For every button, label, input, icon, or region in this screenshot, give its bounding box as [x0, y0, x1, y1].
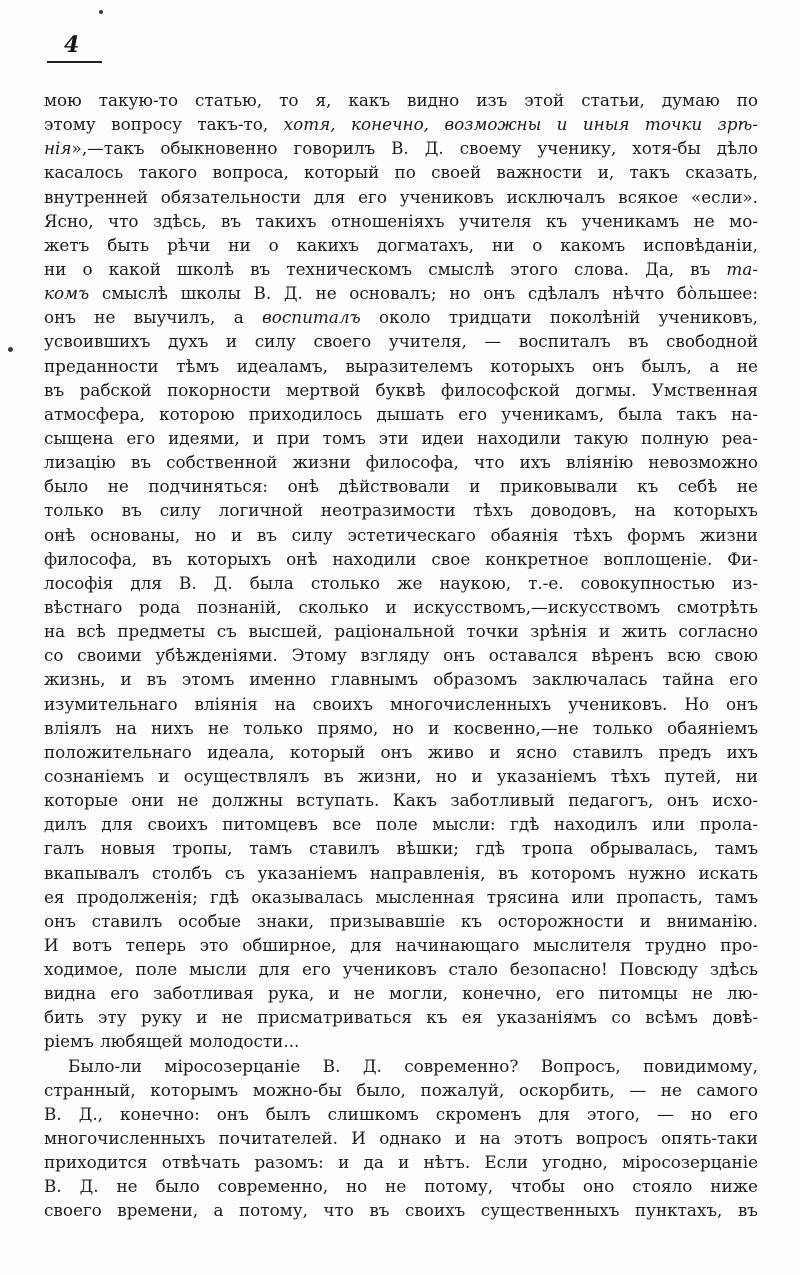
text-line [44, 1054, 758, 1078]
text-run: »,—такъ обыкновенно говорилъ В. Д. своему ученику, хотя-бы дѣло [71, 138, 758, 159]
text-run: онъ ставилъ особые знаки, призывавшіе къ осторожности и вниманію. [44, 910, 758, 931]
text-line [44, 909, 758, 933]
text-line [44, 957, 758, 981]
text-line [44, 378, 758, 402]
text-line [44, 498, 758, 522]
text-run: вѣстнаго рода познаній, сколько и искусствомъ,—искусствомъ смотрѣть [44, 596, 758, 617]
text-run: изумительнаго вліянія на своихъ многочисленныхъ учениковъ. Но онъ [44, 693, 758, 714]
text-line [44, 185, 758, 209]
text-run: И вотъ теперь это обширное, для начинающаго мыслителя трудно про- [44, 934, 758, 955]
text-run: В. Д. не было современно, но не потому, чтобы оно стояло ниже [44, 1176, 758, 1197]
text-run: касалось такого вопроса, который по своей важности и, такъ сказать, [44, 162, 758, 183]
text-run: со своими убѣжденіями. Этому взгляду онъ оставался вѣренъ всю свою [44, 645, 758, 666]
text-line [44, 523, 758, 547]
text-run: В. Д., конечно: онъ былъ слишкомъ скроменъ для этого, — но его [44, 1103, 758, 1124]
text-run: жетъ быть рѣчи ни о какихъ догматахъ, ни о какомъ исповѣданіи, [44, 234, 758, 255]
text-line [44, 764, 758, 788]
text-line [44, 281, 758, 305]
text-run: вкапывалъ столбъ съ указаніемъ направленія, въ которомъ нужно искать [44, 862, 758, 883]
text-line [44, 354, 758, 378]
text-run: онѣ основаны, но и въ силу эстетическаго обаянія тѣхъ формъ жизни [44, 524, 758, 545]
text-line [44, 981, 758, 1005]
text-run: этому вопросу такъ-то, [44, 114, 284, 135]
text-line [44, 305, 758, 329]
text-line [44, 740, 758, 764]
text-run: лософія для В. Д. была столько же наукою, т.-е. совокупностью из- [44, 572, 758, 593]
text-line [44, 402, 758, 426]
text-line [44, 112, 758, 136]
text-run: видна его заботливая рука, и не могли, конечно, его питомцы не лю- [44, 983, 758, 1004]
text-run: только въ силу логичной неотразимости тѣхъ доводовъ, на которыхъ [44, 500, 758, 521]
text-line [44, 474, 758, 498]
text-line [44, 788, 758, 812]
text-run: усвоившихъ духъ и силу своего учителя, — воспиталъ въ свободной [44, 331, 758, 352]
text-line [44, 595, 758, 619]
text-run: положительнаго идеала, который онъ живо и ясно ставилъ предъ ихъ [44, 741, 758, 762]
italic-text-run: воспиталъ [262, 307, 361, 328]
text-run: на всѣ предметы съ высшей, раціональной точки зрѣнія и жить согласно [44, 621, 758, 642]
text-run: сознаніемъ и осуществлялъ въ жизни, но и указаніемъ тѣхъ путей, ни [44, 765, 758, 786]
text-run: ея продолженія; гдѣ оказывалась мысленная трясина или пропасть, тамъ [44, 886, 758, 907]
text-line [44, 692, 758, 716]
page-number-rule [47, 61, 102, 63]
text-line [44, 571, 758, 595]
text-run: около тридцати поколѣній учениковъ, [360, 307, 758, 328]
text-line [44, 88, 758, 112]
text-line [44, 933, 758, 957]
text-run: жизнь, и въ этомъ именно главнымъ образомъ заключалась тайна его [44, 669, 758, 690]
text-run: преданности тѣмъ идеаламъ, выразителемъ которыхъ онъ былъ, а не [44, 355, 758, 376]
text-run: странный, которымъ можно-бы было, пожалуй, оскорбить, — не самого [44, 1079, 758, 1100]
text-run: дилъ для своихъ питомцевъ все поле мысли: гдѣ находилъ или прола- [44, 814, 758, 835]
text-run: Было-ли міросозерцаніе В. Д. современно? Вопросъ, повидимому, [68, 1055, 758, 1076]
text-line [44, 136, 758, 160]
text-run: сыщена его идеями, и при томъ эти идеи находили такую полную реа- [44, 427, 758, 448]
text-run: которые они не должны вступать. Какъ заботливый педагогъ, онъ исхо- [44, 790, 758, 811]
text-line [44, 1150, 758, 1174]
text-line [44, 619, 758, 643]
text-run: ни о какой школѣ въ техническомъ смыслѣ этого слова. Да, въ [44, 258, 727, 279]
text-run: онъ не выучилъ, а [44, 307, 263, 328]
text-line [44, 160, 758, 184]
paragraph [44, 1054, 758, 1223]
text-run: бить эту руку и не присматриваться къ ея указаніямъ со всѣмъ довѣ- [44, 1007, 758, 1028]
text-run: галъ новыя тропы, тамъ ставилъ вѣшки; гдѣ тропа обрывалась, тамъ [44, 838, 758, 859]
text-run: смыслѣ школы В. Д. не основалъ; но онъ сдѣлалъ нѣчто бо̀льшее: [89, 283, 758, 304]
text-line [44, 1102, 758, 1126]
text-line [44, 329, 758, 353]
text-line [44, 836, 758, 860]
ink-speck [8, 347, 13, 352]
text-run: было не подчиняться: онѣ дѣйствовали и приковывали къ себѣ не [44, 476, 758, 497]
text-line [44, 861, 758, 885]
text-line [44, 667, 758, 691]
text-run: ходимое, поле мысли для его учениковъ стало безопасно! Повсюду здѣсь [44, 959, 758, 980]
text-line [44, 1029, 758, 1053]
text-line [44, 257, 758, 281]
text-line [44, 643, 758, 667]
italic-text-run: хотя, конечно, возможны и иныя точки зрѣ- [283, 114, 758, 135]
text-run: многочисленныхъ почитателей. И однако и на этотъ вопросъ опять-таки [44, 1128, 758, 1149]
text-line [44, 209, 758, 233]
text-line [44, 1126, 758, 1150]
text-line [44, 812, 758, 836]
text-run: внутренней обязательности для его учениковъ исключалъ всякое «если». [44, 186, 758, 207]
text-line [44, 1078, 758, 1102]
text-run: философа, въ которыхъ онѣ находили свое конкретное воплощеніе. Фи- [44, 548, 758, 569]
text-run: въ рабской покорности мертвой буквѣ философской догмы. Умственная [44, 379, 758, 400]
page-number: 4 [64, 32, 81, 58]
text-run: атмосфера, которою приходилось дышать его ученикамъ, была такъ на- [44, 403, 758, 424]
text-line [44, 716, 758, 740]
italic-text-run: комъ [44, 283, 90, 304]
italic-text-run: нія [44, 138, 72, 159]
text-run: лизацію въ собственной жизни философа, что ихъ вліянію невозможно [44, 452, 758, 473]
text-line [44, 1005, 758, 1029]
paragraph [44, 88, 758, 1054]
text-block [44, 88, 758, 1223]
text-run: ріемъ любящей молодости... [44, 1031, 300, 1052]
text-line [44, 450, 758, 474]
text-line [44, 547, 758, 571]
text-run: Ясно, что здѣсь, въ такихъ отношеніяхъ учителя къ ученикамъ не мо- [44, 210, 758, 231]
text-run: приходится отвѣчать разомъ: и да и нѣтъ. Если угодно, міросозерцаніе [44, 1152, 758, 1173]
text-run: мою такую-то статью, то я, какъ видно изъ этой статьи, думаю по [44, 90, 758, 110]
ink-speck [99, 10, 103, 14]
text-line [44, 1198, 758, 1222]
text-line [44, 1174, 758, 1198]
text-line [44, 233, 758, 257]
italic-text-run: та- [726, 258, 758, 279]
text-line [44, 426, 758, 450]
text-run: своего времени, а потому, что въ своихъ существенныхъ пунктахъ, въ [44, 1200, 758, 1221]
text-run: вліялъ на нихъ не только прямо, но и косвенно,—не только обаяніемъ [44, 717, 758, 738]
text-line [44, 885, 758, 909]
